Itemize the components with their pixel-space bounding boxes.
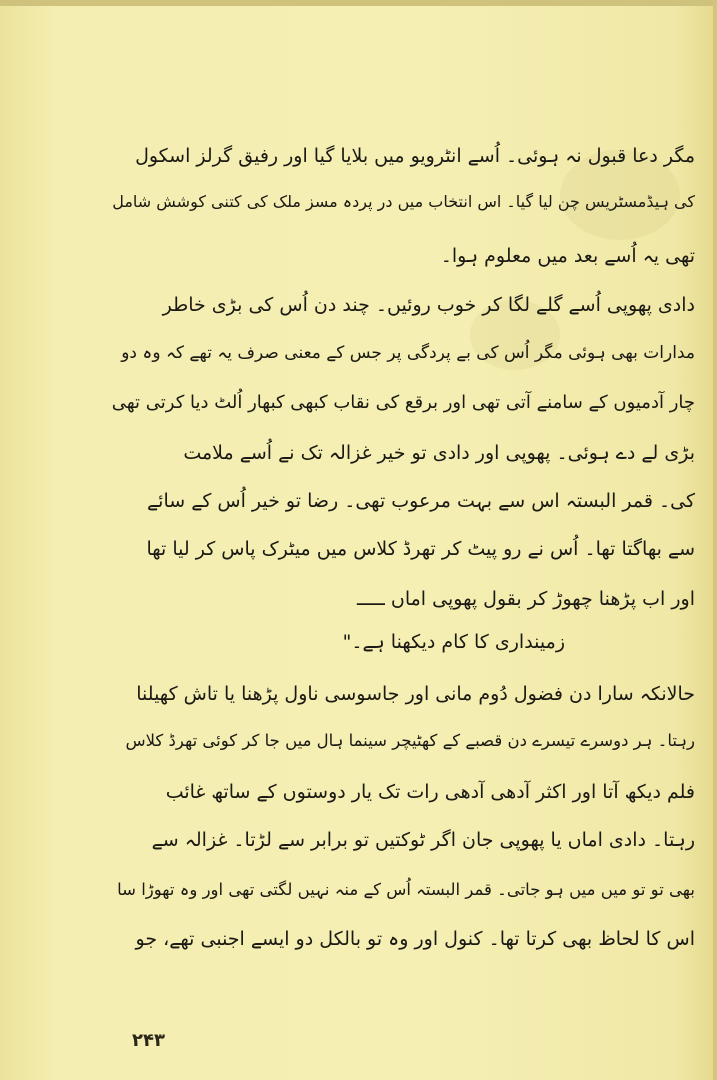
text-line: سے بھاگتا تھا۔ اُس نے رو پیٹ کر تھرڈ کلاس میں میٹرک پاس کر لیا تھا — [146, 538, 695, 560]
text-line: بڑی لے دے ہوئی۔ پھوپی اور دادی تو خیر غزالہ تک نے اُسے ملامت — [183, 442, 695, 464]
text-line: حالانکہ سارا دن فضول دُوم مانی اور جاسوسی ناول پڑھنا یا تاش کھیلنا — [136, 683, 695, 705]
text-line: کی ہیڈمسٹریس چن لیا گیا۔ اس انتخاب میں در پردہ مسز ملک کی کتنی کوشش شامل — [112, 192, 695, 211]
text-line: اور اب پڑھنا چھوڑ کر بقول پھوپی اماں ـــــ — [357, 588, 695, 610]
text-line: تھی یہ اُسے بعد میں معلوم ہوا۔ — [440, 245, 695, 267]
text-line: رہتا۔ ہر دوسرے تیسرے دن قصبے کے کھٹیچر سینما ہال میں جا کر کوئی تھرڈ کلاس — [125, 731, 695, 750]
text-line: بھی تو تو میں میں ہو جاتی۔ قمر البستہ اُس کے منہ نہیں لگتی تھی اور وہ تھوڑا سا — [117, 880, 695, 899]
text-line: کی۔ قمر البستہ اس سے بہت مرعوب تھی۔ رضا تو خیر اُس کے سائے — [147, 490, 695, 512]
page-top-edge — [0, 0, 717, 6]
text-line: فلم دیکھ آتا اور اکثر آدھی آدھی رات تک یار دوستوں کے ساتھ غائب — [165, 781, 695, 803]
text-line: زمینداری کا کام دیکھنا ہے۔" — [342, 631, 565, 653]
text-line: چار آدمیوں کے سامنے آتی تھی اور برقع کی نقاب کبھی کبھار اُلٹ دیا کرتی تھی — [111, 392, 695, 413]
text-line: مگر دعا قبول نہ ہوئی۔ اُسے انٹرویو میں بلایا گیا اور رفیق گرلز اسکول — [135, 145, 695, 167]
text-line: مدارات بھی ہوئی مگر اُس کی بے پردگی پر جس کے معنی صرف یہ تھے کہ وہ دو — [121, 343, 695, 363]
text-line: دادی پھوپی اُسے گلے لگا کر خوب روئیں۔ چند دن اُس کی بڑی خاطر — [162, 294, 695, 316]
page-number: ۲۴۳ — [132, 1030, 165, 1051]
text-line: اس کا لحاظ بھی کرتا تھا۔ کنول اور وہ تو بالکل دو ایسے اجنبی تھے، جو — [135, 928, 695, 950]
page-right-edge — [713, 0, 717, 1080]
text-line: رہتا۔ دادی اماں یا پھوپی جان اگر ٹوکتیں تو برابر سے لڑتا۔ غزالہ سے — [151, 829, 695, 851]
